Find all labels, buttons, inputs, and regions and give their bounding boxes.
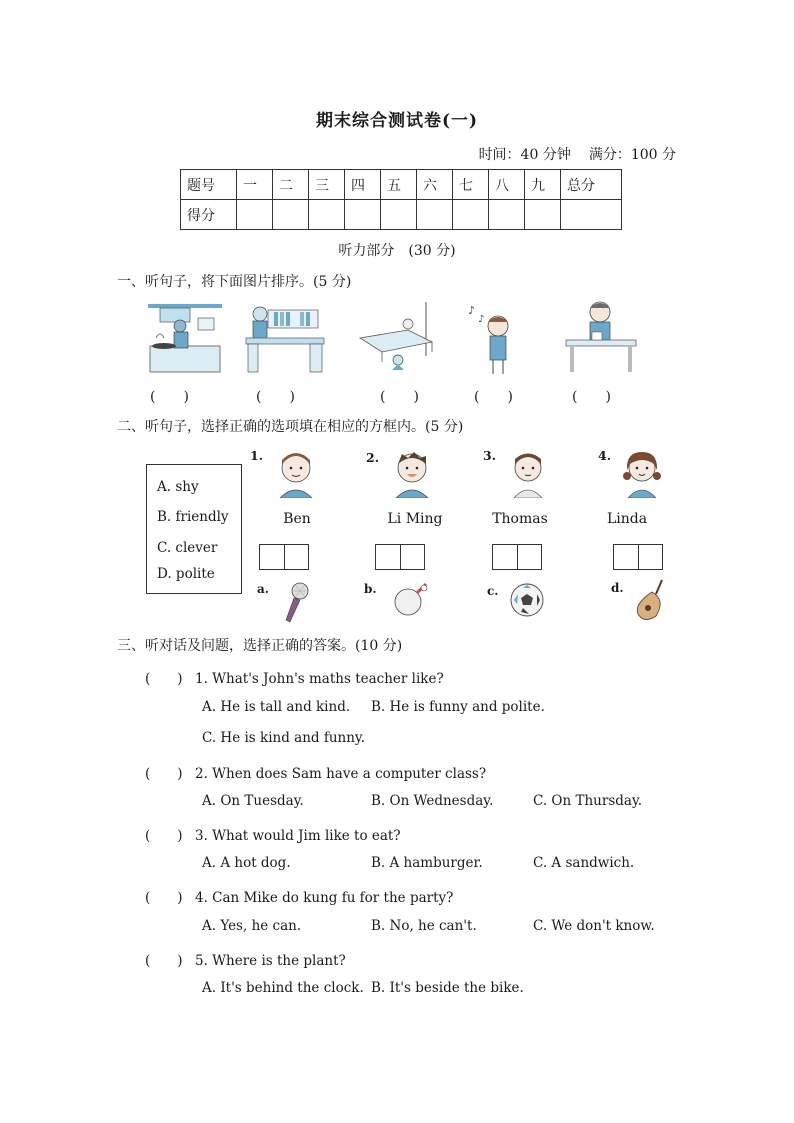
option-text: B. It's beside the bike. (371, 980, 524, 996)
object-letter: c. (487, 584, 499, 598)
option-text: A. A hot dog. (202, 855, 291, 871)
kid-number: 4. (598, 448, 612, 463)
option-item: A. shy (157, 479, 199, 495)
object-letter: d. (611, 581, 624, 595)
svg-text:♪: ♪ (478, 314, 485, 325)
option-text: C. On Thursday. (533, 793, 643, 809)
boy-portrait-icon (272, 446, 320, 498)
option-text: A. It's behind the clock. (202, 980, 364, 996)
listening-label: 听力部分 (338, 243, 395, 259)
answer-blank[interactable]: ( ) (145, 828, 183, 844)
answer-box[interactable] (259, 544, 309, 570)
question-item (145, 949, 346, 969)
cat-on-bed-scene-image (352, 300, 436, 376)
table-header-cell: 题号 (181, 170, 237, 200)
score-cell[interactable] (525, 200, 561, 230)
score-cell[interactable] (489, 200, 525, 230)
score-cell[interactable] (453, 200, 489, 230)
kid-number: 1. (250, 448, 264, 463)
table-header-cell: 八 (489, 170, 525, 200)
page-title: 期末综合测试卷(一) (315, 111, 479, 131)
section-3-title: 三、听对话及问题，选择正确的答案。(10 分) (117, 638, 403, 654)
score-table-score-row (181, 200, 622, 230)
student-at-desk-scene-image (562, 298, 640, 376)
option-item: C. clever (157, 540, 218, 556)
option-text: C. A sandwich. (533, 855, 635, 871)
ping-pong-paddle-icon (390, 580, 430, 620)
kid-number: 2. (366, 450, 380, 465)
boy-portrait-icon (388, 446, 436, 498)
score-table (180, 169, 622, 230)
table-header-cell: 六 (417, 170, 453, 200)
object-letter: b. (364, 582, 377, 596)
table-header-cell: 三 (309, 170, 345, 200)
score-cell[interactable] (417, 200, 453, 230)
option-text: A. Yes, he can. (202, 918, 302, 934)
option-text: B. A hamburger. (371, 855, 483, 871)
boy-portrait-icon (504, 446, 552, 498)
score-cell[interactable] (381, 200, 417, 230)
answer-blank[interactable]: ( ) (256, 389, 295, 405)
option-text: B. On Wednesday. (371, 793, 494, 809)
question-text: 2. When does Sam have a computer class? (195, 766, 487, 782)
option-text: C. He is kind and funny. (202, 730, 366, 746)
section-2-title: 二、听句子，选择正确的选项填在相应的方框内。(5 分) (117, 419, 464, 435)
answer-blank[interactable]: ( ) (572, 389, 611, 405)
score-cell[interactable] (309, 200, 345, 230)
reading-at-desk-scene-image (240, 298, 328, 376)
full-score: 满分：100 分 (588, 147, 676, 163)
kid-name: Thomas (492, 511, 548, 527)
answer-box[interactable] (613, 544, 663, 570)
kid-name: Linda (606, 511, 648, 527)
table-header-cell: 一 (237, 170, 273, 200)
option-text: C. We don't know. (533, 918, 655, 934)
question-item (145, 824, 401, 844)
option-item: D. polite (157, 566, 215, 582)
answer-blank[interactable]: ( ) (145, 953, 183, 969)
option-text: B. No, he can't. (371, 918, 477, 934)
table-header-cell: 五 (381, 170, 417, 200)
microphone-icon (280, 580, 312, 624)
score-cell[interactable] (561, 200, 622, 230)
question-item (145, 667, 444, 687)
score-cell[interactable] (345, 200, 381, 230)
table-header-cell: 七 (453, 170, 489, 200)
table-header-cell: 九 (525, 170, 561, 200)
answer-blank[interactable]: ( ) (150, 389, 189, 405)
answer-blank[interactable]: ( ) (380, 389, 419, 405)
answer-box[interactable] (375, 544, 425, 570)
table-row-label: 得分 (181, 200, 237, 230)
answer-blank[interactable]: ( ) (145, 890, 183, 906)
question-text: 4. Can Mike do kung fu for the party? (195, 890, 454, 906)
answer-blank[interactable]: ( ) (145, 766, 183, 782)
listening-points: (30 分) (408, 243, 456, 259)
time-limit: 时间：40 分钟 (478, 147, 571, 163)
answer-box[interactable] (492, 544, 542, 570)
answer-blank[interactable]: ( ) (474, 389, 513, 405)
option-text: B. He is funny and polite. (371, 699, 545, 715)
word-options-box (146, 464, 242, 594)
option-text: A. He is tall and kind. (202, 699, 351, 715)
girl-portrait-icon (618, 446, 666, 498)
score-cell[interactable] (273, 200, 309, 230)
question-item (145, 886, 453, 906)
section-1-title: 一、听句子，将下面图片排序。(5 分) (117, 274, 352, 290)
kid-name: Ben (283, 511, 311, 527)
object-letter: a. (257, 582, 269, 596)
question-text: 3. What would Jim like to eat? (195, 828, 401, 844)
score-table-header-row (181, 170, 622, 200)
pipa-icon (630, 578, 670, 626)
listening-heading (0, 240, 794, 260)
option-text: A. On Tuesday. (202, 793, 304, 809)
table-header-cell: 二 (273, 170, 309, 200)
cooking-scene-image (140, 298, 230, 376)
table-header-cell: 总分 (561, 170, 622, 200)
kid-number: 3. (483, 448, 497, 463)
time-info (479, 144, 676, 164)
table-header-cell: 四 (345, 170, 381, 200)
soccer-ball-icon (509, 582, 545, 618)
question-text: 1. What's John's maths teacher like? (195, 671, 444, 687)
boy-singing-scene-image (462, 300, 526, 376)
svg-text:♪: ♪ (468, 304, 476, 317)
kid-name: Li Ming (387, 511, 443, 527)
question-text: 5. Where is the plant? (195, 953, 346, 969)
question-item (145, 762, 486, 782)
score-cell[interactable] (237, 200, 273, 230)
answer-blank[interactable]: ( ) (145, 671, 183, 687)
option-item: B. friendly (157, 509, 229, 525)
